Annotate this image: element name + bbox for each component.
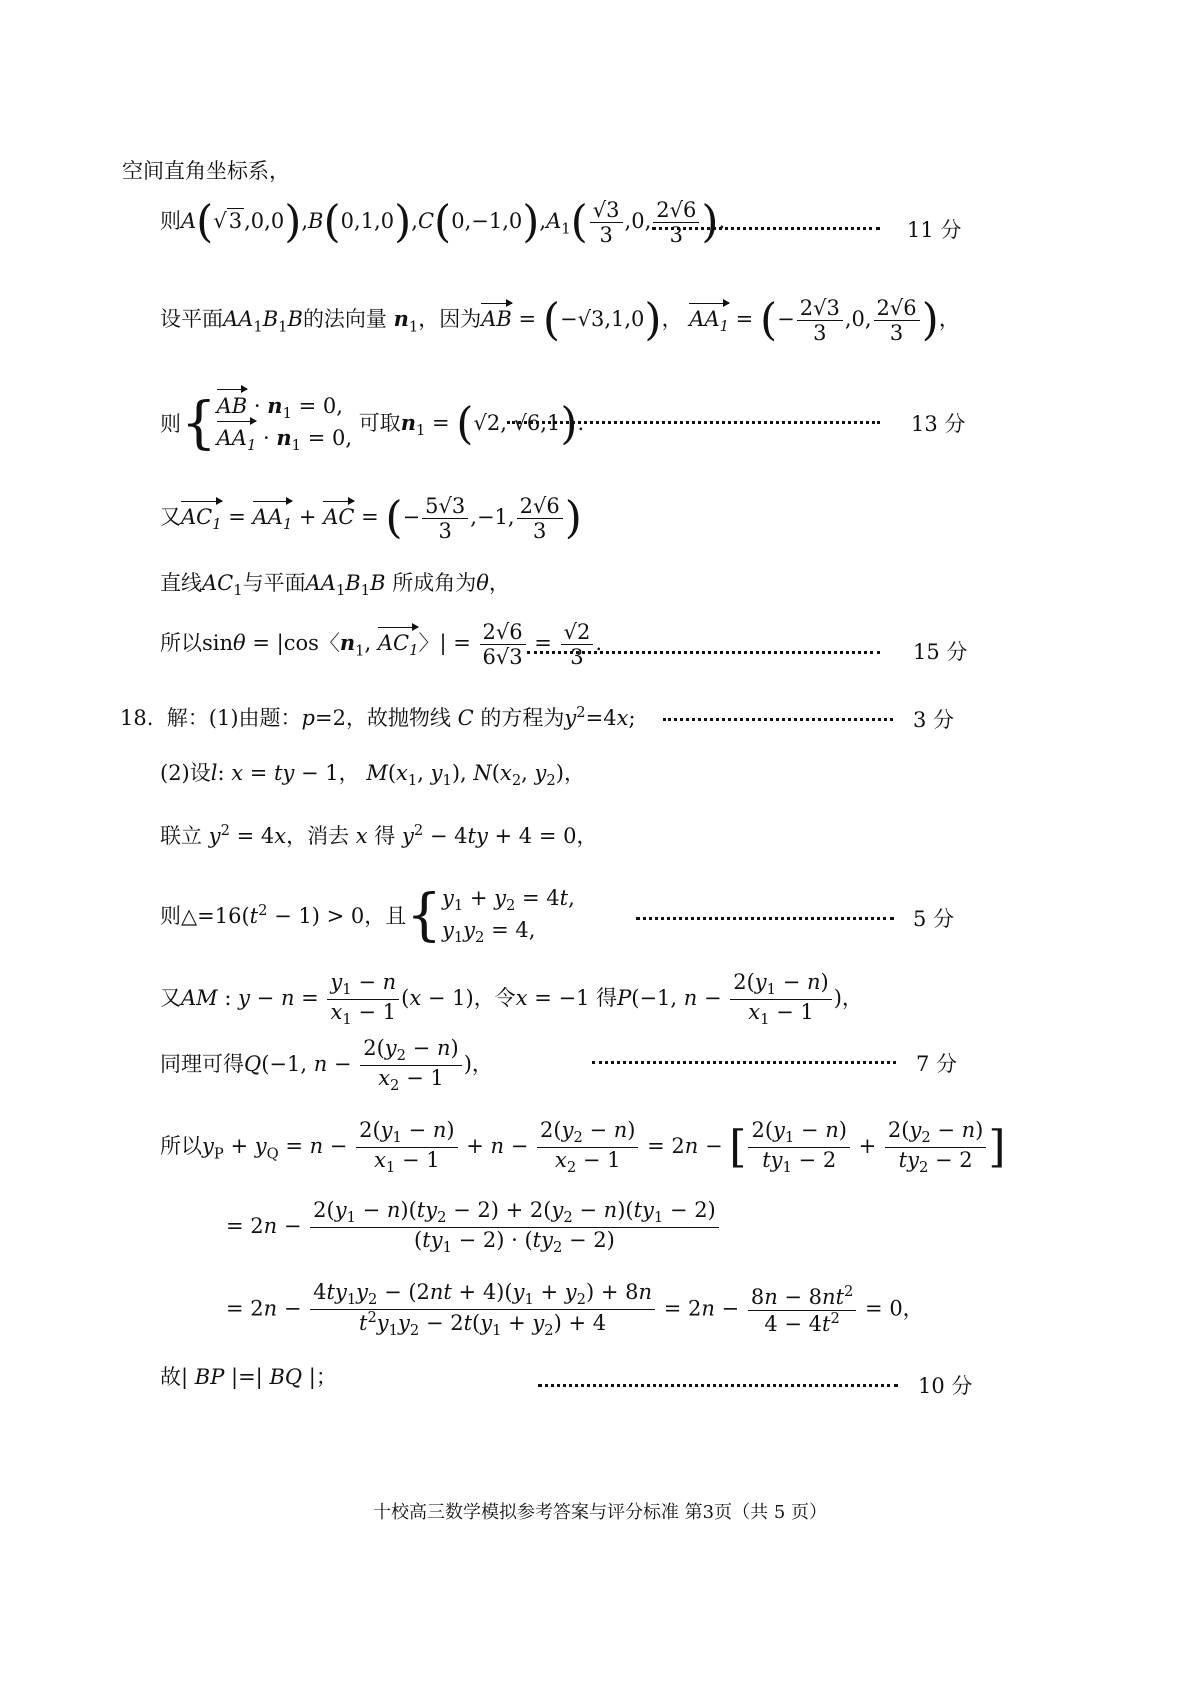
leader-dots — [636, 917, 894, 920]
leader-dots — [527, 651, 880, 654]
text: 故 — [160, 1365, 181, 1389]
text: 所以 — [160, 1134, 202, 1159]
vieta-line: 则$\triangle=16(t^2 - 1) > 0$，且 { $y_1 + y_2 = 4t$, $y_1y_2 = 4$, — [160, 883, 575, 949]
score-label: 15 分 — [913, 640, 968, 664]
vector-ac1-line: 又$AC_1 = AA_1$ + AC = (− $\frac{5√3}{3}$ ,−1, $\frac{2√6}{3}$ ) — [160, 492, 582, 544]
score-label: 5 分 — [913, 907, 955, 931]
text: ，故抛物线 — [345, 706, 451, 730]
conclusion-line: 故| BP |=| BQ |； — [160, 1365, 337, 1389]
score-label: 11 分 — [907, 218, 962, 242]
text: 直线 — [160, 571, 202, 595]
combine-line: 联立 $y^2 = 4x$，消去 x 得 $y^2 - 4ty + 4 = 0$， — [160, 822, 598, 848]
text: 又 — [160, 505, 181, 530]
text: ，且 — [364, 904, 407, 929]
q18-line: 18. 解：(1)由题：p=2，故抛物线 C 的方程为$y^2=4x$; — [120, 704, 636, 730]
sum-line: 所以$y_P + y_Q = n$ − $\frac{2(y_1 - n)}{x_1 - 1}$ + n − $\frac{2(y_2 - n)}{x_2 - 1}$ = 2n − [ $\frac{2(y_1 - n)}{ty_1 - 2}$ + $\frac{2(y_2 - n)}{ty_2 - 2}$ ] — [160, 1118, 1006, 1177]
text: ，令 — [473, 986, 516, 1011]
step-line: = 2n − $\frac{4ty_1y_2 - (2nt + 4)(y_1 + y_2) + 8n}{t^2y_1y_2 - 2t(y_1 + y_2) + 4}$ = 2n − $\frac{8n - 8nt^2}{4 - 4t^2}$ = 0， — [226, 1280, 924, 1340]
text: 得 — [596, 986, 618, 1011]
text: 解：(1)由题： — [166, 706, 302, 730]
leader-dots — [652, 227, 880, 230]
text: 得 — [374, 824, 396, 848]
step-line: = 2n − $\frac{2(y_1 - n)(ty_2 - 2) + 2(y_2 - n)(ty_1 - 2)}{(ty_1 - 2) \cdot (ty_2 - 2)}$ — [226, 1198, 721, 1257]
text: 空间直角坐标系， — [122, 159, 290, 183]
angle-line: 直线$AC_1$与平面$AA_1B_1B$ 所成角为θ， — [160, 571, 510, 600]
question-number: 18. — [120, 706, 154, 730]
leader-dots — [663, 718, 893, 721]
text: 联立 — [160, 824, 202, 848]
text: 则 — [160, 411, 181, 436]
text: 所以 — [160, 631, 202, 656]
text: 可取 — [358, 410, 401, 435]
sine-line: 所以sinθ = |cos〈$n_1$, $AC_1$〉| = $\frac{2√6}{6√3}$ = $\frac{√2}{3}$ . — [160, 620, 603, 670]
coordinates-line: 则$A(√3,0,0),B(0,1,0),C(0,-1,0),A_1$( $\frac{√3}{3}$ ,0, $\frac{2√6}{3}$ ). — [160, 196, 726, 248]
text: 的方程为 — [480, 706, 565, 730]
text: 则 — [160, 904, 181, 929]
leader-dots — [592, 1061, 896, 1064]
text: 同理可得 — [160, 1052, 244, 1077]
text: 与平面 — [242, 571, 306, 595]
system-line: 则 { AB · $n_1 = 0$, $AA_1 \cdot n_1 = 0$, 可取$n_1 = (√2$, √6,1). — [160, 391, 585, 457]
score-label: 7 分 — [916, 1052, 958, 1076]
text: ，因为 — [418, 307, 482, 332]
text-line — [122, 158, 290, 184]
text: 的法向量 — [302, 307, 387, 332]
text: 所成角为 — [392, 571, 477, 595]
setup-line: (2)设l: x = ty − 1， $M(x_1$, $y_1$), $N(x_2$, $y_2$)， — [160, 761, 585, 790]
score-label: 10 分 — [918, 1374, 973, 1398]
score-label: 3 分 — [913, 708, 955, 732]
text: 又 — [160, 986, 181, 1011]
leader-dots — [507, 421, 880, 424]
score-label: 13 分 — [911, 412, 966, 436]
text: ，消去 — [286, 824, 350, 848]
normal-vector-line: 设平面$AA_1B_1B$的法向量 $n_1$，因为AB = (−√3,1,0)， $AA_1$ = (− $\frac{2√3}{3}$ ,0, $\frac{2√6}{3}$ )， — [160, 294, 960, 346]
text: (2)设 — [160, 761, 211, 785]
page-footer: 十校高三数学模拟参考答案与评分标准 第3页（共 5 页） — [372, 1502, 828, 1523]
point-q-line: 同理可得Q(−1, n − $\frac{2(y_2 - n)}{x_2 - 1}$ )， — [160, 1036, 493, 1095]
line-am: 又AM : y − n = $\frac{y_1 - n}{x_1 - 1}$ (x − 1)，令x = −1 得P(−1, n − $\frac{2(y_1 - n)}{x_1 - 1}$ )， — [160, 970, 863, 1029]
leader-dots — [538, 1384, 898, 1387]
text: 设平面 — [160, 307, 223, 332]
text: 则 — [160, 209, 181, 234]
